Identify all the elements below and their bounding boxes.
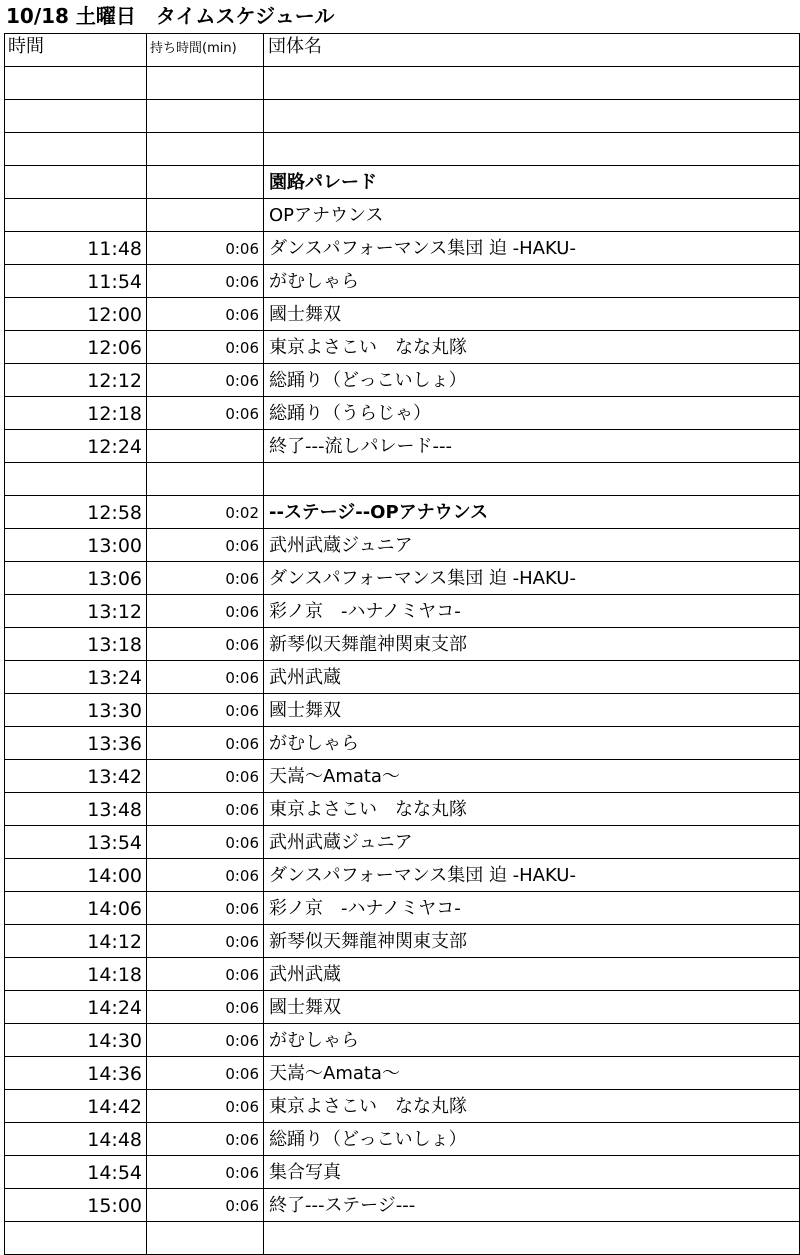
table-row	[5, 793, 800, 826]
team-cell: 新琴似天舞龍神関東支部	[264, 628, 800, 661]
team-cell: ダンスパフォーマンス集団 迫 -HAKU-	[264, 562, 800, 595]
time-cell: 11:48	[5, 232, 147, 265]
table-row	[5, 991, 800, 1024]
duration-cell	[147, 1222, 264, 1255]
duration-cell: 0:06	[147, 958, 264, 991]
table-row	[5, 232, 800, 265]
header-duration: 持ち時間(min)	[147, 34, 264, 67]
team-cell	[264, 67, 800, 100]
table-row	[5, 1222, 800, 1255]
duration-cell: 0:06	[147, 364, 264, 397]
header-team: 団体名	[264, 34, 800, 67]
time-cell: 13:00	[5, 529, 147, 562]
team-cell: OPアナウンス	[264, 199, 800, 232]
table-row	[5, 298, 800, 331]
team-cell: 彩ノ京 -ハナノミヤコ-	[264, 892, 800, 925]
duration-cell: 0:06	[147, 265, 264, 298]
schedule-body	[5, 67, 800, 1255]
time-cell: 12:12	[5, 364, 147, 397]
time-cell: 15:00	[5, 1189, 147, 1222]
table-row	[5, 892, 800, 925]
table-row	[5, 265, 800, 298]
table-row	[5, 100, 800, 133]
time-cell	[5, 199, 147, 232]
time-cell: 12:18	[5, 397, 147, 430]
time-cell: 14:12	[5, 925, 147, 958]
time-cell: 14:06	[5, 892, 147, 925]
table-row	[5, 1090, 800, 1123]
team-cell: 國士舞双	[264, 991, 800, 1024]
team-cell: ダンスパフォーマンス集団 迫 -HAKU-	[264, 232, 800, 265]
table-row	[5, 859, 800, 892]
duration-cell: 0:06	[147, 331, 264, 364]
duration-cell: 0:06	[147, 595, 264, 628]
table-row	[5, 826, 800, 859]
duration-cell: 0:06	[147, 1189, 264, 1222]
time-cell: 14:24	[5, 991, 147, 1024]
time-cell	[5, 463, 147, 496]
table-row	[5, 628, 800, 661]
table-row	[5, 694, 800, 727]
page-title: 10/18 土曜日 タイムスケジュール	[6, 4, 335, 28]
team-cell: 武州武蔵ジュニア	[264, 826, 800, 859]
time-cell: 13:36	[5, 727, 147, 760]
team-cell: がむしゃら	[264, 265, 800, 298]
table-row	[5, 199, 800, 232]
time-cell: 13:24	[5, 661, 147, 694]
duration-cell	[147, 67, 264, 100]
duration-cell: 0:06	[147, 727, 264, 760]
table-row	[5, 496, 800, 529]
time-cell: 13:18	[5, 628, 147, 661]
table-row	[5, 1057, 800, 1090]
time-cell: 13:54	[5, 826, 147, 859]
team-cell: 國士舞双	[264, 298, 800, 331]
duration-cell	[147, 100, 264, 133]
time-cell: 12:24	[5, 430, 147, 463]
duration-cell: 0:06	[147, 760, 264, 793]
table-row	[5, 331, 800, 364]
time-cell: 14:00	[5, 859, 147, 892]
table-row	[5, 463, 800, 496]
table-row	[5, 562, 800, 595]
time-cell: 12:00	[5, 298, 147, 331]
duration-cell: 0:06	[147, 793, 264, 826]
table-row	[5, 133, 800, 166]
team-cell: がむしゃら	[264, 1024, 800, 1057]
duration-cell	[147, 463, 264, 496]
team-cell	[264, 463, 800, 496]
header-row	[5, 34, 800, 67]
table-row	[5, 1156, 800, 1189]
header-time: 時間	[5, 34, 147, 67]
duration-cell	[147, 133, 264, 166]
team-cell: 総踊り（どっこいしょ）	[264, 1123, 800, 1156]
duration-cell: 0:06	[147, 232, 264, 265]
team-cell: 総踊り（どっこいしょ）	[264, 364, 800, 397]
table-row	[5, 430, 800, 463]
table-row	[5, 661, 800, 694]
team-cell: 東京よさこい なな丸隊	[264, 793, 800, 826]
team-cell	[264, 133, 800, 166]
team-cell: 武州武蔵	[264, 661, 800, 694]
time-cell: 14:42	[5, 1090, 147, 1123]
duration-cell: 0:06	[147, 529, 264, 562]
duration-cell: 0:06	[147, 397, 264, 430]
duration-cell: 0:06	[147, 892, 264, 925]
duration-cell: 0:06	[147, 859, 264, 892]
team-cell: --ステージ--OPアナウンス	[264, 496, 800, 529]
time-cell	[5, 67, 147, 100]
duration-cell: 0:06	[147, 826, 264, 859]
team-cell: 彩ノ京 -ハナノミヤコ-	[264, 595, 800, 628]
duration-cell: 0:06	[147, 628, 264, 661]
time-cell: 13:06	[5, 562, 147, 595]
time-cell: 14:54	[5, 1156, 147, 1189]
table-row	[5, 397, 800, 430]
duration-cell: 0:06	[147, 1123, 264, 1156]
team-cell: 武州武蔵ジュニア	[264, 529, 800, 562]
time-cell: 14:18	[5, 958, 147, 991]
team-cell: 武州武蔵	[264, 958, 800, 991]
team-cell: がむしゃら	[264, 727, 800, 760]
time-cell: 12:58	[5, 496, 147, 529]
team-cell: 天嵩～Amata～	[264, 760, 800, 793]
team-cell	[264, 1222, 800, 1255]
team-cell: 天嵩～Amata～	[264, 1057, 800, 1090]
table-row	[5, 1189, 800, 1222]
time-cell: 13:30	[5, 694, 147, 727]
time-cell: 12:06	[5, 331, 147, 364]
time-cell: 13:48	[5, 793, 147, 826]
duration-cell: 0:02	[147, 496, 264, 529]
table-row	[5, 760, 800, 793]
table-row	[5, 595, 800, 628]
table-row	[5, 925, 800, 958]
duration-cell: 0:06	[147, 1024, 264, 1057]
table-row	[5, 364, 800, 397]
duration-cell: 0:06	[147, 1090, 264, 1123]
duration-cell: 0:06	[147, 1156, 264, 1189]
duration-cell: 0:06	[147, 694, 264, 727]
team-cell: 集合写真	[264, 1156, 800, 1189]
duration-cell	[147, 166, 264, 199]
table-row	[5, 1024, 800, 1057]
team-cell: 終了---ステージ---	[264, 1189, 800, 1222]
duration-cell: 0:06	[147, 562, 264, 595]
duration-cell: 0:06	[147, 925, 264, 958]
table-row	[5, 166, 800, 199]
duration-cell	[147, 199, 264, 232]
table-row	[5, 727, 800, 760]
duration-cell: 0:06	[147, 1057, 264, 1090]
time-cell: 14:30	[5, 1024, 147, 1057]
table-row	[5, 1123, 800, 1156]
duration-cell: 0:06	[147, 991, 264, 1024]
team-cell	[264, 100, 800, 133]
team-cell: 総踊り（うらじゃ）	[264, 397, 800, 430]
time-cell	[5, 1222, 147, 1255]
time-cell	[5, 166, 147, 199]
duration-cell: 0:06	[147, 661, 264, 694]
time-cell	[5, 133, 147, 166]
team-cell: ダンスパフォーマンス集団 迫 -HAKU-	[264, 859, 800, 892]
time-cell: 13:42	[5, 760, 147, 793]
schedule-table	[4, 33, 800, 1255]
team-cell: 新琴似天舞龍神関東支部	[264, 925, 800, 958]
duration-cell	[147, 430, 264, 463]
team-cell: 園路パレード	[264, 166, 800, 199]
team-cell: 東京よさこい なな丸隊	[264, 1090, 800, 1123]
duration-cell: 0:06	[147, 298, 264, 331]
table-row	[5, 529, 800, 562]
time-cell: 14:48	[5, 1123, 147, 1156]
team-cell: 國士舞双	[264, 694, 800, 727]
time-cell: 14:36	[5, 1057, 147, 1090]
time-cell: 13:12	[5, 595, 147, 628]
table-row	[5, 67, 800, 100]
team-cell: 東京よさこい なな丸隊	[264, 331, 800, 364]
time-cell: 11:54	[5, 265, 147, 298]
time-cell	[5, 100, 147, 133]
table-row	[5, 958, 800, 991]
team-cell: 終了---流しパレード---	[264, 430, 800, 463]
